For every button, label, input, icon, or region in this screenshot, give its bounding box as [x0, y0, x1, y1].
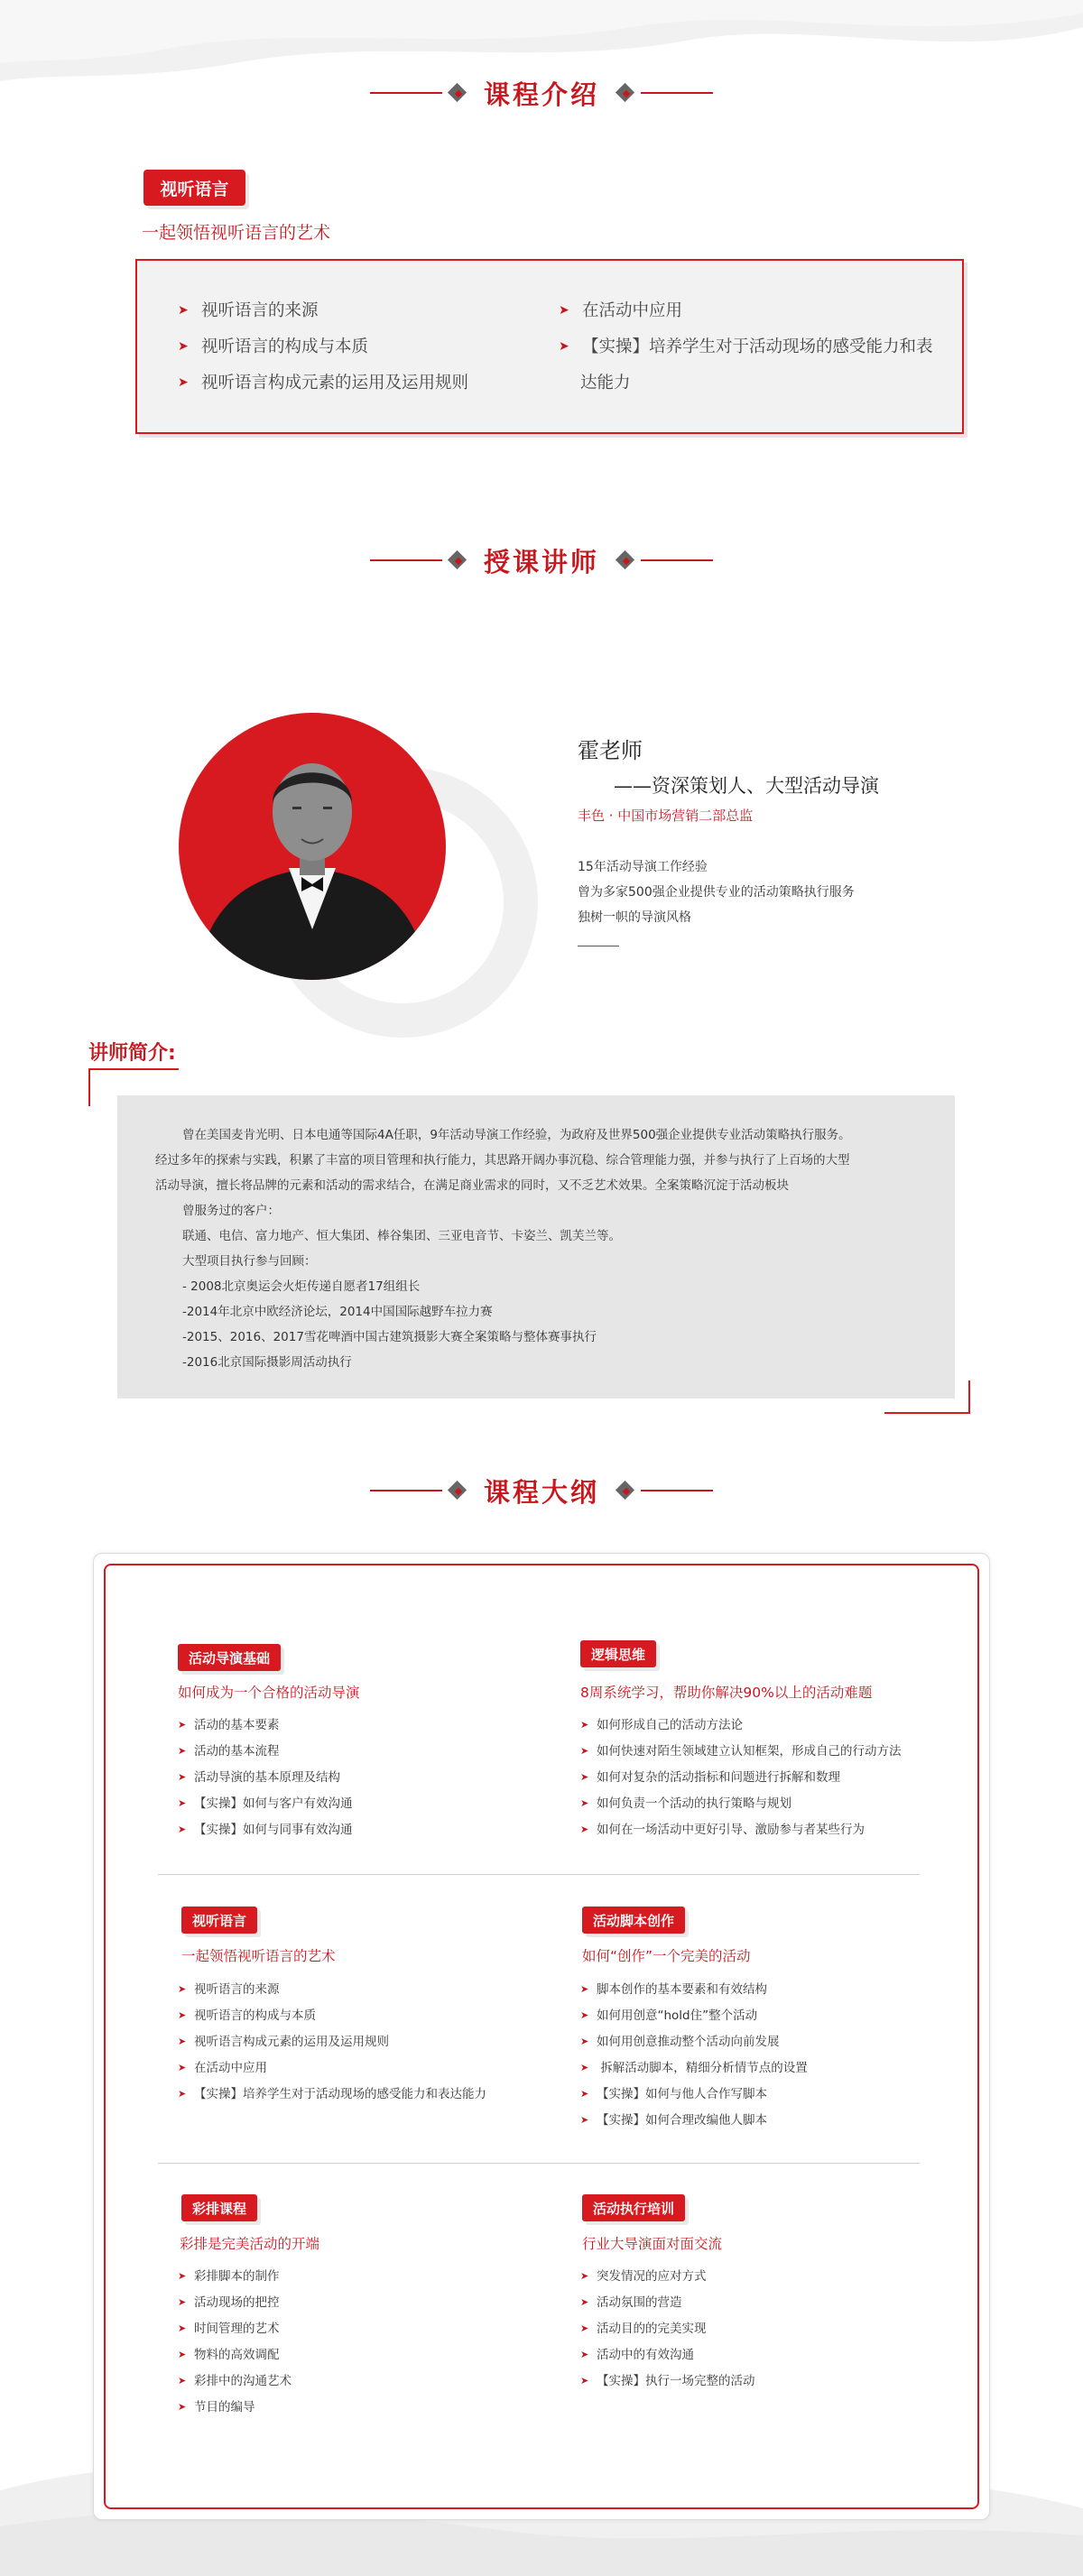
- bio-line: 曾在美国麦肯光明、日本电通等国际4A任职，9年活动导演工作经验，为政府及世界500强企业提供专业活动策略执行服务。: [182, 1128, 851, 1142]
- module-list: [580, 1712, 902, 1842]
- arrow-icon: ➤: [178, 375, 189, 390]
- list-item: ➤ 物料的高效调配: [178, 2341, 292, 2368]
- module-subtitle: 行业大导演面对面交流: [582, 2236, 723, 2252]
- teacher-company: 丰色 · 中国市场营销二部总监: [578, 808, 754, 824]
- bio-line: 活动导演，擅长将品牌的元素和活动的需求结合，在满足商业需求的同时，又不乏艺术效果。全案策略沉淀于活动板块: [155, 1178, 789, 1193]
- course-intro-subtitle: 一起领悟视听语言的艺术: [142, 223, 331, 243]
- bio-line: -2016北京国际摄影周活动执行: [182, 1355, 352, 1370]
- teacher-name: 霍老师: [578, 738, 643, 763]
- module-subtitle: 8周系统学习，帮助你解决90%以上的活动难题: [580, 1685, 873, 1701]
- arrow-icon: ➤: [178, 1797, 187, 1809]
- list-item: ➤ 如何形成自己的活动方法论: [580, 1712, 902, 1738]
- arrow-icon: ➤: [178, 1719, 187, 1731]
- list-item: ➤ 活动中的有效沟通: [580, 2341, 755, 2368]
- arrow-icon: ➤: [580, 1983, 589, 1995]
- arrow-icon: ➤: [178, 2270, 187, 2282]
- module-list: [178, 1976, 486, 2107]
- list-item: ➤ 如何对复杂的活动指标和问题进行拆解和数理: [580, 1764, 902, 1790]
- arrow-icon: ➤: [580, 1771, 589, 1783]
- list-item: ➤ 如何用创意推动整个活动向前发展: [580, 2028, 808, 2054]
- list-item: ➤ 时间管理的艺术: [178, 2315, 292, 2341]
- module-tag: 活动导演基础: [178, 1644, 281, 1671]
- list-item: ➤ 彩排中的沟通艺术: [178, 2368, 292, 2394]
- module-tag: 彩排课程: [181, 2194, 257, 2221]
- module-separator: [158, 1874, 920, 1875]
- title-line-left: [370, 92, 442, 94]
- arrow-icon: ➤: [178, 2322, 187, 2334]
- list-item: ➤ 拆解活动脚本，精细分析情节点的设置: [580, 2054, 808, 2081]
- arrow-icon: ➤: [178, 339, 189, 354]
- teacher-role: ——资深策划人、大型活动导演: [614, 775, 879, 797]
- section-title-outline: [0, 1468, 1083, 1513]
- arrow-icon: ➤: [580, 1719, 589, 1731]
- diamond-icon: [616, 1481, 635, 1500]
- corner-line: [884, 1412, 970, 1414]
- arrow-icon: ➤: [580, 2296, 589, 2308]
- intro-item: ➤ 视听语言的构成与本质: [178, 328, 368, 365]
- module-subtitle: 如何“创作”一个完美的活动: [582, 1948, 751, 1964]
- list-item: ➤ 【实操】如何与客户有效沟通: [178, 1790, 353, 1816]
- list-item: ➤ 活动的基本要素: [178, 1712, 353, 1738]
- corner-line: [88, 1068, 90, 1106]
- module-tag: 活动脚本创作: [582, 1907, 685, 1934]
- module-list: [178, 2263, 292, 2420]
- section-heading: 授课讲师: [483, 546, 599, 577]
- diamond-icon: [448, 1481, 467, 1500]
- bio-line: -2014年北京中欧经济论坛，2014中国国际越野车拉力赛: [182, 1305, 493, 1319]
- diamond-icon: [616, 83, 635, 103]
- list-item: ➤ 【实操】执行一场完整的活动: [580, 2368, 755, 2394]
- list-item: ➤ 活动氛围的营造: [580, 2289, 755, 2315]
- teacher-experience: 15年活动导演工作经验: [578, 860, 708, 874]
- bio-line: 联通、电信、富力地产、恒大集团、棒谷集团、三亚电音节、卡姿兰、凯芙兰等。: [182, 1229, 621, 1243]
- arrow-icon: ➤: [580, 1797, 589, 1809]
- teacher-experience: 独树一帜的导演风格: [578, 910, 691, 925]
- module-separator: [158, 2163, 920, 2164]
- list-item: ➤ 突发情况的应对方式: [580, 2263, 755, 2289]
- arrow-icon: ➤: [178, 1983, 187, 1995]
- title-line-right: [641, 92, 713, 94]
- arrow-icon: ➤: [178, 2349, 187, 2360]
- arrow-icon: ➤: [580, 2375, 589, 2387]
- module-tag: 逻辑思维: [580, 1640, 656, 1667]
- arrow-icon: ➤: [178, 2036, 187, 2047]
- arrow-icon: ➤: [559, 339, 569, 354]
- arrow-icon: ➤: [580, 2322, 589, 2334]
- list-item: ➤ 视听语言构成元素的运用及运用规则: [178, 2028, 486, 2054]
- list-item: ➤ 视听语言的构成与本质: [178, 2002, 486, 2028]
- list-item: ➤ 脚本创作的基本要素和有效结构: [580, 1976, 808, 2002]
- arrow-icon: ➤: [580, 2270, 589, 2282]
- diamond-icon: [448, 550, 467, 570]
- bio-line: 大型项目执行参与回顾：: [182, 1254, 317, 1269]
- arrow-icon: ➤: [580, 1824, 589, 1835]
- teacher-intro-label: 讲师简介:: [88, 1042, 176, 1065]
- list-item: ➤ 活动现场的把控: [178, 2289, 292, 2315]
- arrow-icon: ➤: [178, 1771, 187, 1783]
- section-title-teacher: [0, 538, 1083, 583]
- teacher-portrait: [179, 713, 446, 980]
- list-item: ➤ 【实操】培养学生对于活动现场的感受能力和表达能力: [178, 2081, 486, 2107]
- diamond-icon: [616, 550, 635, 570]
- arrow-icon: ➤: [178, 303, 189, 318]
- list-item: ➤ 【实操】如何与他人合作写脚本: [580, 2081, 808, 2107]
- list-item: ➤ 如何在一场活动中更好引导、激励参与者某些行为: [580, 1816, 902, 1842]
- list-item: ➤ 如何负责一个活动的执行策略与规划: [580, 1790, 902, 1816]
- arrow-icon: ➤: [178, 2088, 187, 2100]
- section-heading: 课程介绍: [483, 78, 599, 110]
- arrow-icon: ➤: [178, 1745, 187, 1757]
- diamond-icon: [448, 83, 467, 103]
- list-item: ➤ 【实操】如何与同事有效沟通: [178, 1816, 353, 1842]
- list-item: ➤ 在活动中应用: [178, 2054, 486, 2081]
- list-item: ➤ 【实操】如何合理改编他人脚本: [580, 2107, 808, 2133]
- arrow-icon: ➤: [559, 303, 569, 318]
- arrow-icon: ➤: [580, 2349, 589, 2360]
- module-subtitle: 一起领悟视听语言的艺术: [181, 1948, 336, 1964]
- course-intro-tag: 视听语言: [143, 170, 245, 206]
- arrow-icon: ➤: [580, 2009, 589, 2021]
- list-item: ➤ 如何快速对陌生领域建立认知框架，形成自己的行动方法: [580, 1738, 902, 1764]
- corner-line: [968, 1380, 970, 1414]
- teacher-bio-box: [117, 1095, 955, 1399]
- list-item: ➤ 节目的编导: [178, 2394, 292, 2420]
- module-list: [580, 1976, 808, 2133]
- teacher-experience: 曾为多家500强企业提供专业的活动策略执行服务: [578, 885, 855, 900]
- module-subtitle: 彩排是完美活动的开端: [180, 2236, 320, 2252]
- arrow-icon: ➤: [178, 2375, 187, 2387]
- list-item: ➤ 如何用创意“hold住”整个活动: [580, 2002, 808, 2028]
- title-line-left: [370, 559, 442, 561]
- arrow-icon: ➤: [580, 1745, 589, 1757]
- arrow-icon: ➤: [178, 1824, 187, 1835]
- intro-item: ➤ 视听语言构成元素的运用及运用规则: [178, 365, 468, 402]
- arrow-icon: ➤: [580, 2062, 589, 2073]
- intro-item: ➤ 在活动中应用: [559, 292, 682, 329]
- arrow-icon: ➤: [178, 2401, 187, 2413]
- corner-line: [88, 1068, 179, 1070]
- list-item: ➤ 活动的基本流程: [178, 1738, 353, 1764]
- module-tag: 视听语言: [181, 1907, 257, 1934]
- title-line-right: [641, 1490, 713, 1491]
- module-tag: 活动执行培训: [582, 2194, 685, 2221]
- arrow-icon: ➤: [580, 2114, 589, 2126]
- arrow-icon: ➤: [178, 2296, 187, 2308]
- module-list: [178, 1712, 353, 1842]
- title-line-right: [641, 559, 713, 561]
- list-item: ➤ 视听语言的来源: [178, 1976, 486, 2002]
- bio-line: -2015、2016、2017雪花啤酒中国古建筑摄影大赛全案策略与整体赛事执行: [182, 1330, 597, 1344]
- arrow-icon: ➤: [580, 2088, 589, 2100]
- bio-line: 经过多年的探索与实践，积累了丰富的项目管理和执行能力，其思路开阔办事沉稳、综合管理能力强，并参与执行了上百场的大型: [155, 1153, 850, 1168]
- bio-line: - 2008北京奥运会火炬传递自愿者17组组长: [182, 1279, 421, 1294]
- section-title-course-intro: [0, 70, 1083, 115]
- arrow-icon: ➤: [580, 2036, 589, 2047]
- arrow-icon: ➤: [178, 2009, 187, 2021]
- bio-line: 曾服务过的客户：: [182, 1204, 280, 1218]
- module-subtitle: 如何成为一个合格的活动导演: [178, 1685, 360, 1701]
- teacher-photo-illustration: [179, 713, 446, 980]
- arrow-icon: ➤: [178, 2062, 187, 2073]
- intro-item: ➤ 视听语言的来源: [178, 292, 319, 329]
- module-list: [580, 2263, 755, 2394]
- list-item: ➤ 彩排脚本的制作: [178, 2263, 292, 2289]
- title-line-left: [370, 1490, 442, 1491]
- list-item: ➤ 活动导演的基本原理及结构: [178, 1764, 353, 1790]
- section-heading: 课程大纲: [483, 1476, 599, 1508]
- intro-item: ➤ 【实操】培养学生对于活动现场的感受能力和表达能力: [559, 328, 947, 402]
- list-item: ➤ 活动目的的完美实现: [580, 2315, 755, 2341]
